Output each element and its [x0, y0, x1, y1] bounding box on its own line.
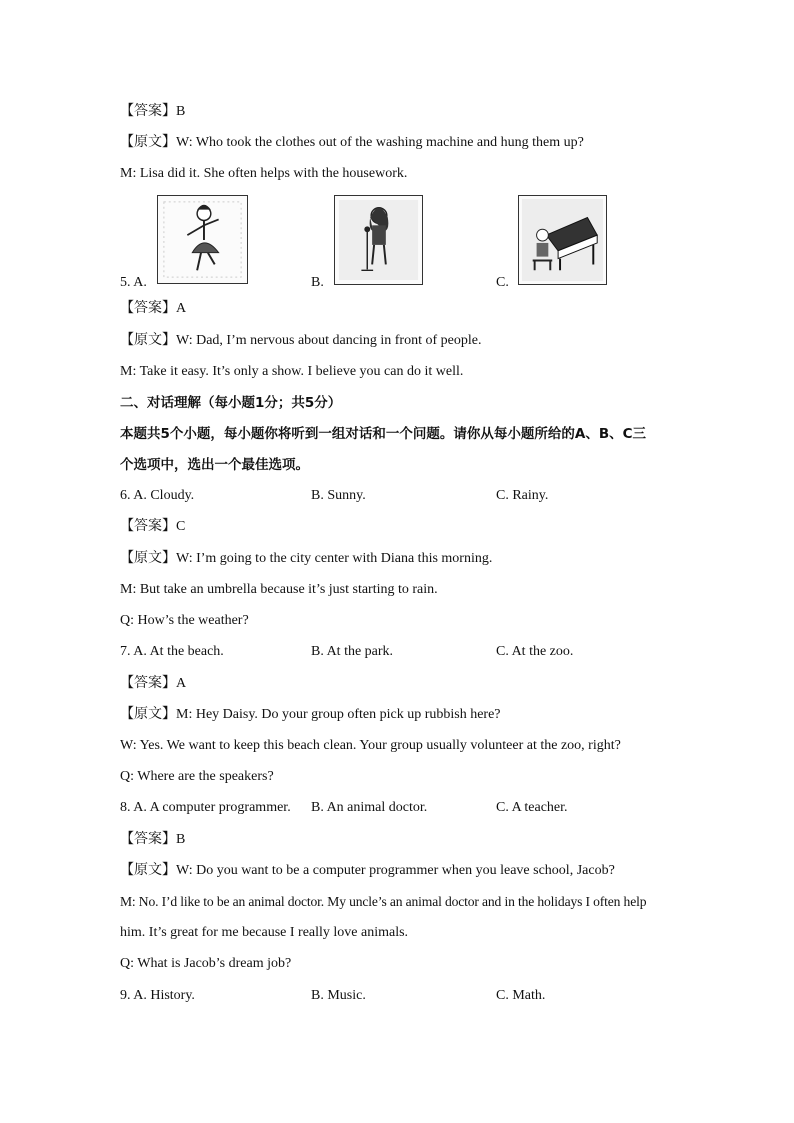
q5-script-line-2: M: Take it easy. It’s only a show. I believe you can do it well. — [120, 364, 464, 379]
q8-option-a: 8. A. A computer programmer. — [120, 800, 291, 815]
q5-option-b-label: B. — [311, 275, 324, 290]
singing-girl-icon — [334, 195, 423, 285]
q7-answer: 【答案】A — [120, 676, 187, 691]
q8-option-c: C. A teacher. — [496, 800, 568, 815]
q4-answer: 【答案】B — [120, 104, 186, 119]
q7-question: Q: Where are the speakers? — [120, 769, 274, 784]
piano-icon — [518, 195, 607, 285]
section-instruction-line-2: 个选项中，选出一个最佳选项。 — [120, 457, 309, 473]
q8-script-line-3: him. It’s great for me because I really love animals. — [120, 925, 409, 940]
q5-answer: 【答案】A — [120, 301, 187, 316]
q8-question: Q: What is Jacob’s dream job? — [120, 956, 292, 971]
q5-option-c-label: C. — [496, 275, 509, 290]
q8-script-line-1: 【原文】W: Do you want to be a computer programmer when you leave school, Jacob? — [120, 863, 615, 878]
q4-script-line-2: M: Lisa did it. She often helps with the housework. — [120, 166, 408, 181]
section-heading: 二、对话理解（每小题1分；共5分） — [120, 395, 342, 411]
q6-question: Q: How’s the weather? — [120, 613, 249, 628]
q5-script-line-1: 【原文】W: Dad, I’m nervous about dancing in front of people. — [120, 333, 482, 348]
q6-option-a: 6. A. Cloudy. — [120, 488, 195, 503]
section-instruction-line-1: 本题共5个小题，每小题你将听到一组对话和一个问题。请你从每小题所给的A、B、C三 — [120, 426, 647, 442]
q7-option-a: 7. A. At the beach. — [120, 644, 224, 659]
q9-option-c: C. Math. — [496, 988, 546, 1003]
q6-script-line-1: 【原文】W: I’m going to the city center with Diana this morning. — [120, 551, 493, 566]
q8-script-line-2: M: No. I’d like to be an animal doctor. My uncle’s an animal doctor and in the holidays I often help — [120, 894, 647, 909]
q4-script-line-1: 【原文】W: Who took the clothes out of the washing machine and hung them up? — [120, 135, 584, 150]
q6-script-line-2: M: But take an umbrella because it’s just starting to rain. — [120, 582, 438, 597]
q7-script-line-1: 【原文】M: Hey Daisy. Do your group often pick up rubbish here? — [120, 707, 501, 722]
q7-option-b: B. At the park. — [311, 644, 394, 659]
dancing-girl-icon — [157, 195, 248, 284]
q6-option-c: C. Rainy. — [496, 488, 549, 503]
q9-option-b: B. Music. — [311, 988, 366, 1003]
q7-option-c: C. At the zoo. — [496, 644, 574, 659]
q7-script-line-2: W: Yes. We want to keep this beach clean. Your group usually volunteer at the zoo, right? — [120, 738, 621, 753]
q8-option-b: B. An animal doctor. — [311, 800, 428, 815]
q9-option-a: 9. A. History. — [120, 988, 195, 1003]
q6-option-b: B. Sunny. — [311, 488, 366, 503]
q8-answer: 【答案】B — [120, 832, 186, 847]
q6-answer: 【答案】C — [120, 519, 186, 534]
q5-option-a-label: 5. A. — [120, 275, 147, 290]
